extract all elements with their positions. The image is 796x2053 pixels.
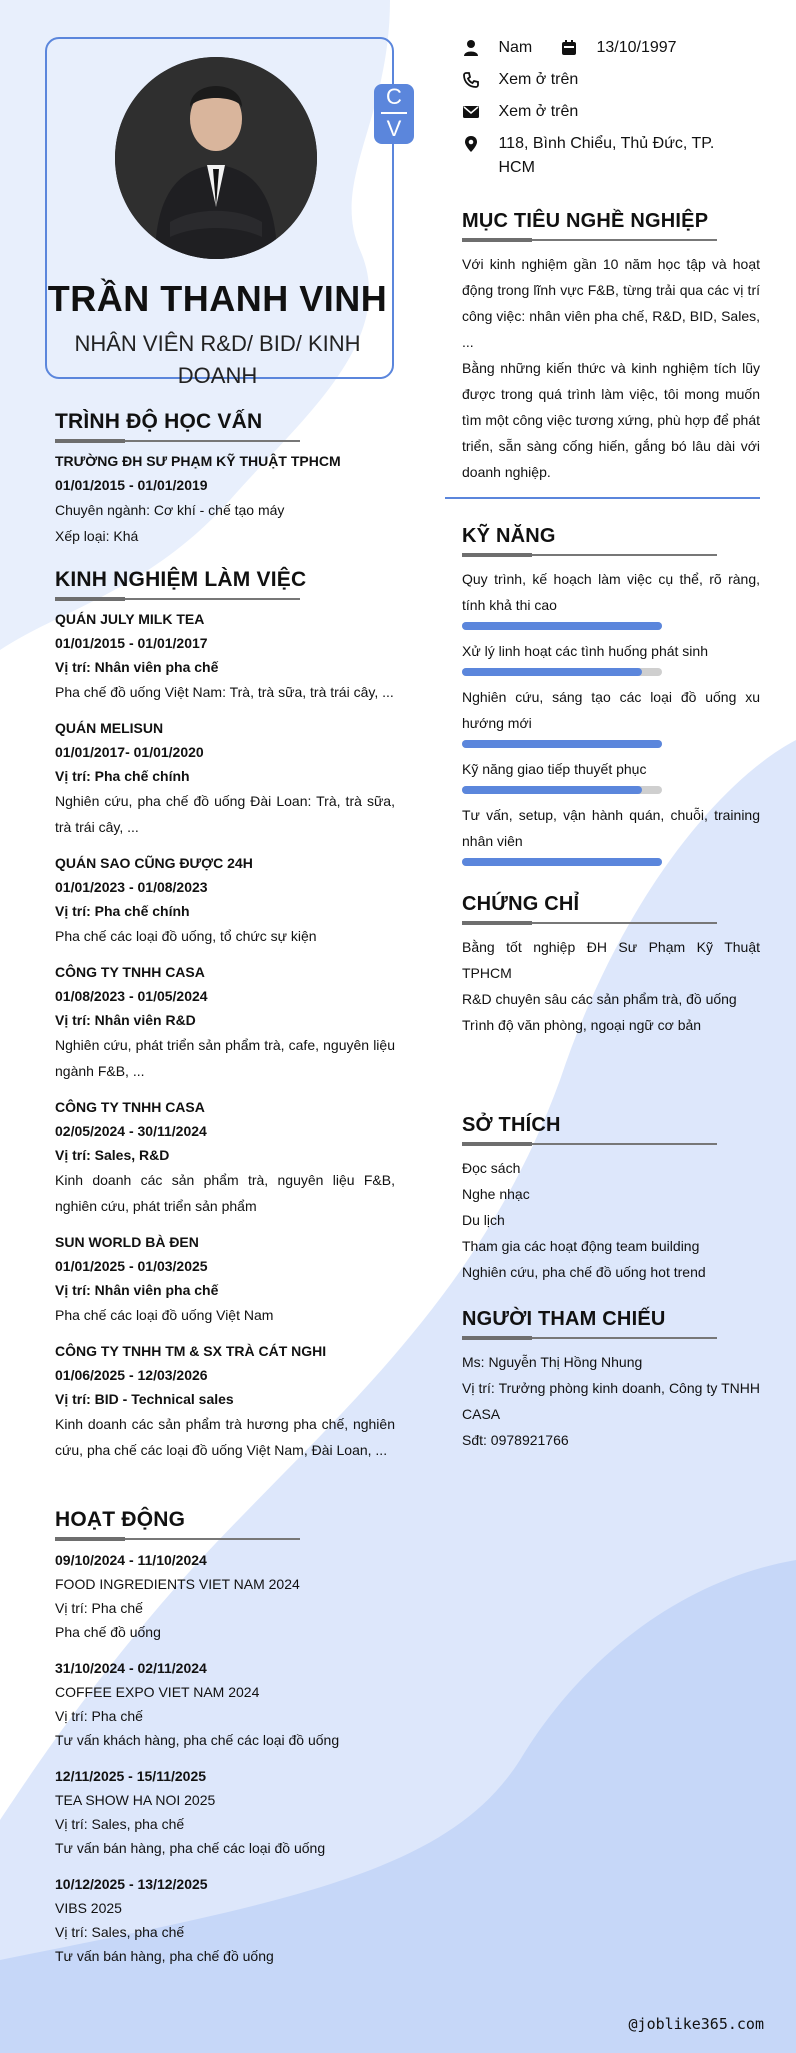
education-title: TRÌNH ĐỘ HỌC VẤN (55, 410, 263, 433)
cv-badge (374, 84, 414, 144)
experience-list (55, 608, 395, 1463)
experience-date: 01/01/2025 - 01/03/2025 (55, 1258, 208, 1274)
experience-company: CÔNG TY TNHH TM & SX TRÀ CÁT NGHI (55, 1343, 327, 1359)
certificates-title: CHỨNG CHỈ (462, 893, 580, 915)
birthday-row (560, 36, 677, 60)
education-section (55, 410, 395, 549)
experience-description: Nghiên cứu, phát triển sản phẩm trà, cafe, nguyên liệu ngành F&B, ... (55, 1037, 395, 1079)
activity-event: VIBS 2025 (55, 1900, 122, 1916)
experience-position-label: Vị trí: (55, 1012, 91, 1028)
skill-name: Nghiên cứu, sáng tạo các loại đồ uống xu hướng mới (462, 689, 760, 731)
skill-bar-fill (462, 668, 642, 676)
avatar (115, 57, 317, 259)
hobby-item: Đọc sách (462, 1160, 521, 1176)
experience-position-value: Pha chế chính (94, 903, 190, 919)
birthday-value: 13/10/1997 (596, 39, 677, 56)
activity-date: 10/12/2025 - 13/12/2025 (55, 1876, 208, 1892)
phone-icon (462, 71, 480, 89)
section-rule (55, 598, 300, 600)
certificates-section (462, 893, 760, 1038)
activities-title: HOẠT ĐỘNG (55, 1508, 186, 1531)
email-row (462, 100, 578, 124)
activity-position: Vị trí: Pha chế (55, 1600, 143, 1616)
experience-description: Pha chế đồ uống Việt Nam: Trà, trà sữa, trà trái cây, ... (55, 684, 394, 700)
experience-position-label: Vị trí: (55, 1282, 91, 1298)
section-rule (462, 1143, 717, 1145)
experience-date: 01/08/2023 - 01/05/2024 (55, 988, 208, 1004)
skill-name: Xử lý linh hoạt các tình huống phát sinh (462, 643, 708, 659)
experience-date: 01/01/2015 - 01/01/2017 (55, 635, 208, 651)
section-rule (462, 922, 717, 924)
experience-position (55, 1143, 395, 1167)
experience-item (55, 1096, 395, 1219)
experience-position-value: Nhân viên R&D (94, 1012, 196, 1028)
school-name: TRƯỜNG ĐH SƯ PHẠM KỸ THUẬT TPHCM (55, 453, 341, 469)
experience-section (55, 568, 395, 1475)
references-section (462, 1308, 760, 1453)
activity-description: Tư vấn bán hàng, pha chế đồ uống (55, 1948, 274, 1964)
section-rule (462, 554, 717, 556)
certificate-item: Trình độ văn phòng, ngoại ngữ cơ bản (462, 1017, 702, 1033)
activity-event: TEA SHOW HA NOI 2025 (55, 1792, 216, 1808)
experience-position (55, 1387, 395, 1411)
experience-date: 01/01/2023 - 01/08/2023 (55, 879, 208, 895)
experience-position-label: Vị trí: (55, 768, 91, 784)
objective-section (462, 210, 760, 485)
experience-item (55, 961, 395, 1084)
experience-company: QUÁN MELISUN (55, 720, 164, 736)
skill-name: Kỹ năng giao tiếp thuyết phục (462, 761, 647, 777)
reference-position: Vị trí: Trưởng phòng kinh doanh, Công ty TNHH CASA (462, 1380, 760, 1422)
experience-position-label: Vị trí: (55, 1147, 91, 1163)
gender-value: Nam (498, 39, 533, 56)
section-rule (55, 440, 300, 442)
experience-company: QUÁN JULY MILK TEA (55, 611, 205, 627)
objective-divider (445, 497, 760, 499)
email-value: Xem ở trên (498, 103, 579, 120)
candidate-name: TRẦN THANH VINH (47, 278, 388, 319)
activities-list (55, 1548, 395, 1968)
experience-item (55, 717, 395, 840)
activity-item (55, 1872, 395, 1968)
education-grade: Xếp loại: Khá (55, 528, 139, 544)
activity-item (55, 1548, 395, 1644)
experience-item (55, 1231, 395, 1328)
hobby-item: Nghiên cứu, pha chế đồ uống hot trend (462, 1264, 706, 1280)
activity-position: Vị trí: Sales, pha chế (55, 1924, 185, 1940)
activity-event: COFFEE EXPO VIET NAM 2024 (55, 1684, 260, 1700)
address-value: 118, Bình Chiểu, Thủ Đức, TP. HCM (498, 135, 715, 176)
skill-bar (462, 622, 662, 630)
experience-description: Pha chế các loại đồ uống, tổ chức sự kiện (55, 928, 317, 944)
experience-company: SUN WORLD BÀ ĐEN (55, 1234, 199, 1250)
experience-description: Kinh doanh các sản phẩm trà hương pha chế, nghiên cứu, pha chế các loại đồ uống Việt Nam, Đài Loan, ... (55, 1416, 395, 1458)
activity-position: Vị trí: Sales, pha chế (55, 1816, 185, 1832)
footer-watermark: @joblike365.com (628, 2015, 764, 2033)
skill-bar-fill (462, 786, 642, 794)
activity-event: FOOD INGREDIENTS VIET NAM 2024 (55, 1576, 300, 1592)
mail-icon (462, 103, 480, 121)
experience-position (55, 899, 395, 923)
experience-item (55, 608, 395, 705)
skill-name: Tư vấn, setup, vận hành quán, chuỗi, training nhân viên (462, 807, 760, 849)
skill-bar (462, 858, 662, 866)
activity-date: 09/10/2024 - 11/10/2024 (55, 1552, 207, 1568)
activity-date: 12/11/2025 - 15/11/2025 (55, 1768, 207, 1784)
section-rule (55, 1538, 300, 1540)
experience-position-label: Vị trí: (55, 659, 91, 675)
phone-value: Xem ở trên (498, 71, 579, 88)
education-date: 01/01/2015 - 01/01/2019 (55, 477, 208, 493)
activity-description: Tư vấn khách hàng, pha chế các loại đồ uống (55, 1732, 340, 1748)
experience-description: Nghiên cứu, pha chế đồ uống Đài Loan: Trà, trà sữa, trà trái cây, ... (55, 793, 395, 835)
reference-name: Ms: Nguyễn Thị Hồng Nhung (462, 1354, 643, 1370)
experience-position (55, 764, 395, 788)
section-rule (462, 239, 717, 241)
reference-phone: Sđt: 0978921766 (462, 1432, 569, 1448)
skills-list (462, 566, 760, 866)
hobby-item: Tham gia các hoạt động team building (462, 1238, 700, 1254)
skill-bar-fill (462, 858, 662, 866)
job-title: NHÂN VIÊN R&D/ BID/ KINH DOANH (74, 331, 361, 388)
hobbies-title: SỞ THÍCH (462, 1114, 561, 1136)
skills-title: KỸ NĂNG (462, 525, 556, 547)
activities-section (55, 1508, 395, 1980)
experience-date: 01/06/2025 - 12/03/2026 (55, 1367, 208, 1383)
experience-position-value: Nhân viên pha chế (94, 659, 219, 675)
experience-position (55, 1278, 395, 1302)
experience-position (55, 1008, 395, 1032)
experience-description: Kinh doanh các sản phẩm trà, nguyên liệu F&B, nghiên cứu, phát triển sản phẩm (55, 1172, 395, 1214)
objective-paragraph-1: Với kinh nghiệm gần 10 năm học tập và hoạt động trong lĩnh vực F&B, từng trải qua các vị trí công việc: nhân viên pha chế, R&D, BID, Sales, ... (462, 256, 760, 350)
hobby-item: Nghe nhạc (462, 1186, 530, 1202)
experience-position-label: Vị trí: (55, 903, 91, 919)
skill-bar-fill (462, 622, 662, 630)
hobbies-section (462, 1114, 760, 1285)
skills-section (462, 525, 760, 874)
activity-description: Pha chế đồ uống (55, 1624, 161, 1640)
section-rule (462, 1337, 717, 1339)
skill-name: Quy trình, kế hoạch làm việc cụ thể, rõ ràng, tính khả thi cao (462, 571, 760, 613)
calendar-icon (560, 39, 578, 57)
certificate-item: Bằng tốt nghiệp ĐH Sư Phạm Kỹ Thuật TPHCM (462, 939, 760, 981)
skill-bar (462, 668, 662, 676)
experience-title: KINH NGHIỆM LÀM VIỆC (55, 568, 307, 591)
location-pin-icon (462, 135, 480, 153)
hobby-item: Du lịch (462, 1212, 505, 1228)
experience-position-label: Vị trí: (55, 1391, 91, 1407)
experience-position-value: Sales, R&D (94, 1147, 170, 1163)
phone-row (462, 68, 578, 92)
experience-position-value: Pha chế chính (94, 768, 190, 784)
experience-company: QUÁN SAO CŨNG ĐƯỢC 24H (55, 855, 253, 871)
activity-description: Tư vấn bán hàng, pha chế các loại đồ uống (55, 1840, 326, 1856)
experience-position-value: BID - Technical sales (94, 1391, 234, 1407)
experience-position (55, 655, 395, 679)
objective-paragraph-2: Bằng những kiến thức và kinh nghiệm tích lũy được trong quá trình làm việc, tôi mong muốn tìm một công việc tương xứng, phù hợp để phát triển, sẵn sàng cống hiến, gắng bó lâu dài với doanh nghiệp. (462, 360, 760, 480)
certificate-item: R&D chuyên sâu các sản phẩm trà, đồ uống (462, 991, 737, 1007)
address-row (462, 132, 723, 180)
experience-description: Pha chế các loại đồ uống Việt Nam (55, 1307, 274, 1323)
experience-company: CÔNG TY TNHH CASA (55, 1099, 205, 1115)
cv-badge-letter-c: C (386, 84, 402, 109)
experience-position-value: Nhân viên pha chế (94, 1282, 219, 1298)
experience-date: 01/01/2017- 01/01/2020 (55, 744, 204, 760)
person-icon (462, 39, 480, 57)
activity-item (55, 1764, 395, 1860)
activity-date: 31/10/2024 - 02/11/2024 (55, 1660, 207, 1676)
cv-badge-letter-v: V (386, 116, 402, 141)
skill-bar (462, 740, 662, 748)
activity-item (55, 1656, 395, 1752)
references-title: NGƯỜI THAM CHIẾU (462, 1308, 666, 1330)
experience-company: CÔNG TY TNHH CASA (55, 964, 205, 980)
education-major: Chuyên ngành: Cơ khí - chế tạo máy (55, 502, 285, 518)
activity-position: Vị trí: Pha chế (55, 1708, 143, 1724)
objective-title: MỤC TIÊU NGHỀ NGHIỆP (462, 210, 709, 232)
hobbies-list (462, 1155, 760, 1285)
gender-row (462, 36, 532, 60)
skill-bar (462, 786, 662, 794)
certificates-list (462, 934, 760, 1038)
skill-bar-fill (462, 740, 662, 748)
experience-item (55, 1340, 395, 1463)
experience-item (55, 852, 395, 949)
experience-date: 02/05/2024 - 30/11/2024 (55, 1123, 207, 1139)
